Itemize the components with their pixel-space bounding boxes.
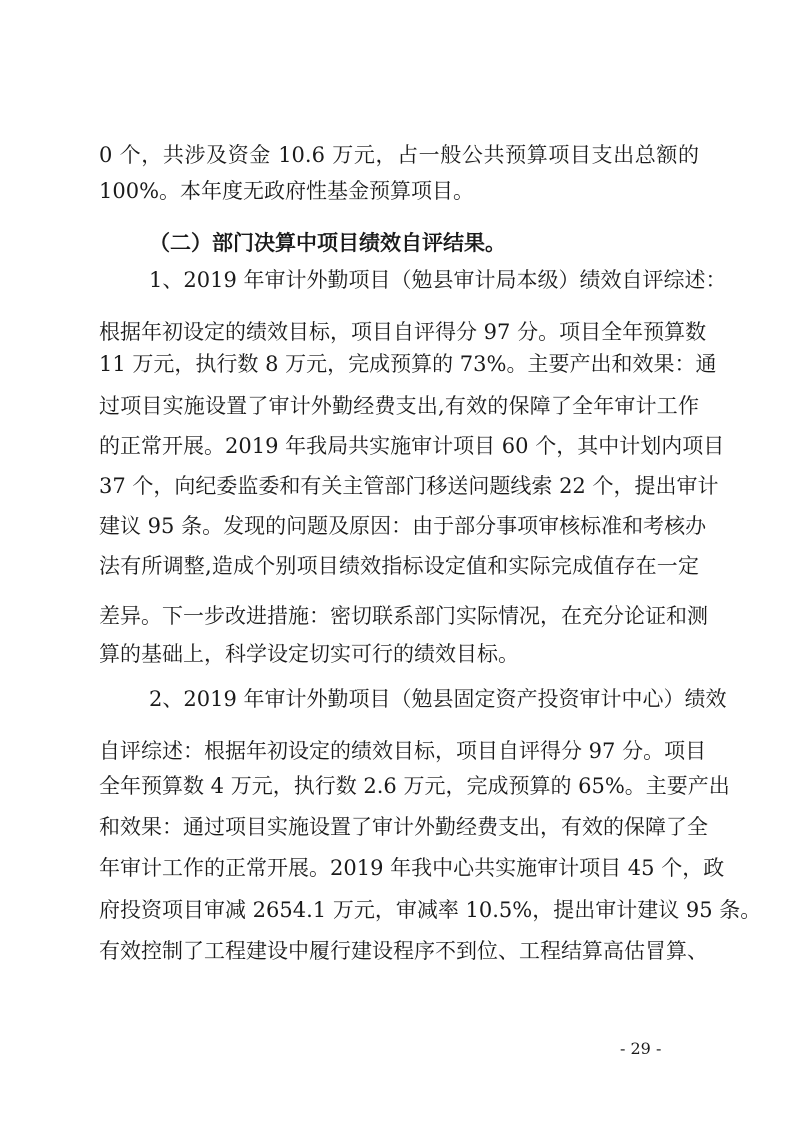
text-line: 37 个，向纪委监委和有关主管部门移送问题线索 22 个，提出审计: [99, 474, 719, 498]
text-line: 11 万元，执行数 8 万元，完成预算的 73%。主要产出和效果：通: [99, 352, 717, 376]
text-line: 全年预算数 4 万元，执行数 2.6 万元，完成预算的 65%。主要产出: [99, 774, 730, 798]
text-line: 年审计工作的正常开展。2019 年我中心共实施审计项目 45 个，政: [99, 856, 725, 880]
text-line: 过项目实施设置了审计外勤经费支出,有效的保障了全年审计工作: [99, 394, 699, 418]
text-line: 的正常开展。2019 年我局共实施审计项目 60 个，其中计划内项目: [99, 434, 725, 458]
text-line: 府投资项目审减 2654.1 万元，审减率 10.5%，提出审计建议 95 条。: [99, 898, 762, 922]
text-line: 1、2019 年审计外勤项目（勉县审计局本级）绩效自评综述：: [149, 268, 727, 292]
page-number: - 29 -: [620, 1039, 662, 1058]
text-line: 和效果：通过项目实施设置了审计外勤经费支出，有效的保障了全: [99, 815, 708, 839]
text-line: 算的基础上，科学设定切实可行的绩效目标。: [99, 642, 519, 666]
text-line: 差异。下一步改进措施：密切联系部门实际情况，在充分论证和测: [99, 604, 708, 628]
text-line: 自评综述：根据年初设定的绩效目标，项目自评得分 97 分。项目: [99, 739, 707, 763]
text-line: 法有所调整,造成个别项目绩效指标设定值和实际完成值存在一定: [99, 554, 699, 578]
text-line: 0 个，共涉及资金 10.6 万元，占一般公共预算项目支出总额的: [99, 143, 699, 167]
text-line: 有效控制了工程建设中履行建设程序不到位、工程结算高估冒算、: [99, 939, 708, 963]
section-heading: （二）部门决算中项目绩效自评结果。: [149, 230, 506, 255]
text-line: 根据年初设定的绩效目标，项目自评得分 97 分。项目全年预算数: [99, 320, 707, 344]
text-line: 2、2019 年审计外勤项目（勉县固定资产投资审计中心）绩效: [149, 687, 727, 711]
text-line: 建议 95 条。发现的问题及原因：由于部分事项审核标准和考核办: [99, 514, 707, 538]
text-line: 100%。本年度无政府性基金预算项目。: [99, 179, 475, 203]
